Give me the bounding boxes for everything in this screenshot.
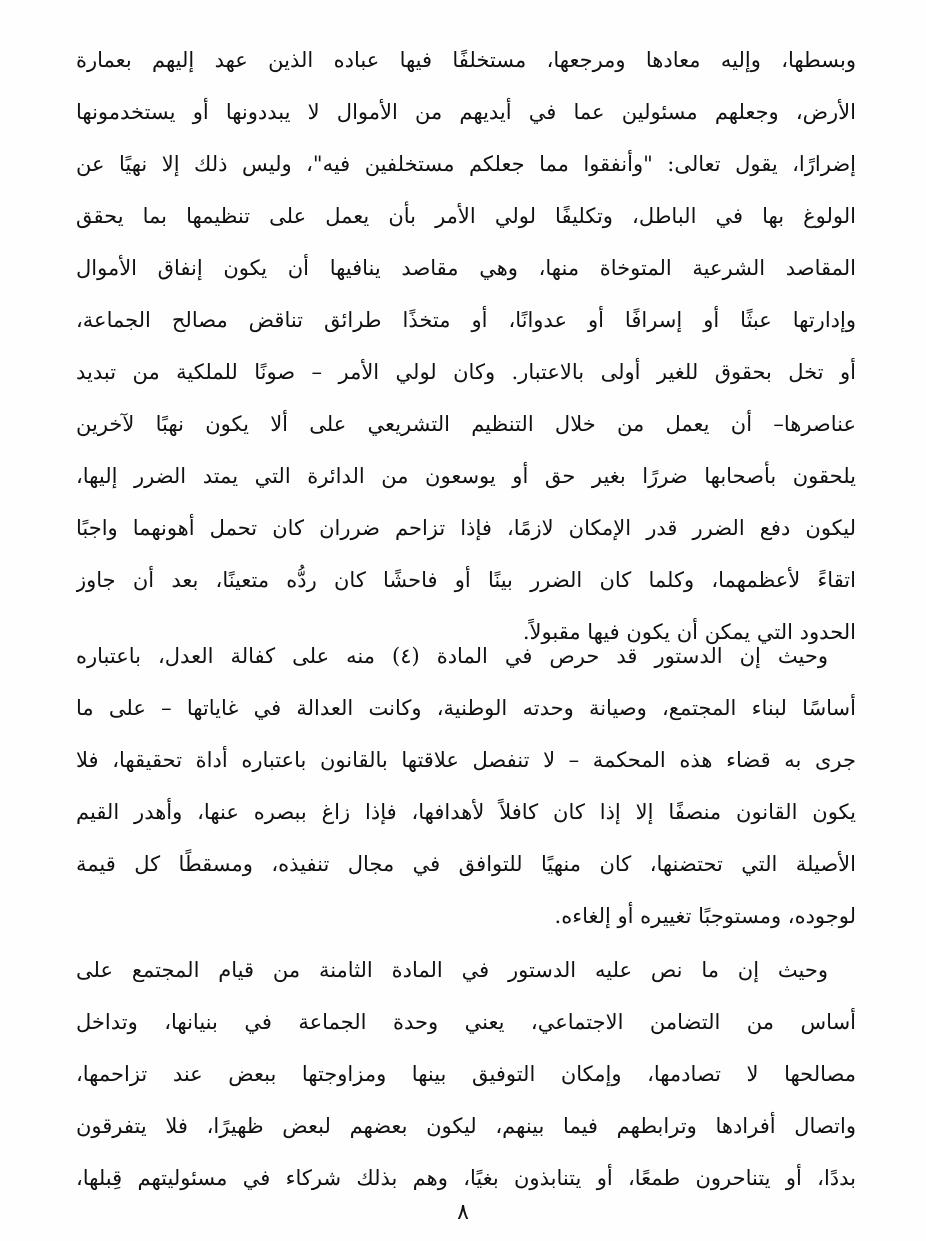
text-line: وحيث إن ما نص عليه الدستور في المادة الثامنة من قيام المجتمع على [76, 958, 828, 982]
text-line: يكون القانون منصفًا إلا إذا كان كافلاً لأهدافها، فإذا زاغ ببصره عنها، وأهدر القيم [76, 800, 856, 824]
text-line: وإدارتها عبثًا أو إسرافًا أو عدوانًا، أو متخذًا طرائق تناقض مصالح الجماعة، [76, 308, 856, 332]
text-line: أساسًا لبناء المجتمع، وصيانة وحدته الوطنية، وكانت العدالة في غاياتها – على ما [76, 696, 856, 720]
paragraph-1 [76, 34, 856, 658]
text-line: إضرارًا، يقول تعالى: "وأنفقوا مما جعلكم مستخلفين فيه"، وليس ذلك إلا نهيًا عن [76, 152, 856, 176]
text-line: الولوغ بها في الباطل، وتكليفًا لولي الأمر بأن يعمل على تنظيمها بما يحقق [76, 204, 856, 228]
text-line: أو تخل بحقوق للغير أولى بالاعتبار. وكان لولي الأمر – صونًا للملكية من تبديد [76, 360, 856, 384]
text-line: وحيث إن الدستور قد حرص في المادة (٤) منه على كفالة العدل، باعتباره [76, 644, 828, 668]
page-number: ٨ [457, 1200, 469, 1225]
text-line: وبسطها، وإليه معادها ومرجعها، مستخلفًا فيها عباده الذين عهد إليهم بعمارة [76, 48, 856, 72]
text-line: ليكون دفع الضرر قدر الإمكان لازمًا، فإذا تزاحم ضرران كان تحمل أهونهما واجبًا [76, 516, 856, 540]
text-line: أساس من التضامن الاجتماعي، يعني وحدة الجماعة في بنيانها، وتداخل [76, 1010, 856, 1034]
text-line: بددًا، أو يتناحرون طمعًا، أو يتنابذون بغيًا، وهم بذلك شركاء في مسئوليتهم قِبلها، [76, 1166, 856, 1190]
text-line: الأرض، وجعلهم مسئولين عما في أيديهم من الأموال لا يبددونها أو يستخدمونها [76, 100, 856, 124]
text-line: المقاصد الشرعية المتوخاة منها، وهي مقاصد ينافيها أن يكون إنفاق الأموال [76, 256, 856, 280]
paragraph-2 [76, 630, 856, 942]
text-line: يلحقون بأصحابها ضررًا بغير حق أو يوسعون من الدائرة التي يمتد الضرر إليها، [76, 464, 856, 488]
text-line: واتصال أفرادها وترابطهم فيما بينهم، ليكون بعضهم لبعض ظهيرًا، فلا يتفرقون [76, 1114, 856, 1138]
text-line: عناصرها– أن يعمل من خلال التنظيم التشريعي على ألا يكون نهبًا لآخرين [76, 412, 856, 436]
text-line: اتقاءً لأعظمهما، وكلما كان الضرر بينًا أو فاحشًا كان ردُّه متعينًا، بعد أن جاوز [76, 568, 856, 592]
text-line: مصالحها لا تصادمها، وإمكان التوفيق بينها ومزاوجتها ببعض عند تزاحمها، [76, 1062, 856, 1086]
text-line: جرى به قضاء هذه المحكمة – لا تنفصل علاقتها بالقانون باعتباره أداة تحقيقها، فلا [76, 748, 856, 772]
paragraph-3 [76, 944, 856, 1204]
text-line: لوجوده، ومستوجبًا تغييره أو إلغاءه. [554, 904, 856, 928]
text-line: الأصيلة التي تحتضنها، كان منهيًا للتوافق في مجال تنفيذه، ومسقطًا كل قيمة [76, 852, 856, 876]
text-line: الحدود التي يمكن أن يكون فيها مقبولاً. [522, 620, 856, 644]
